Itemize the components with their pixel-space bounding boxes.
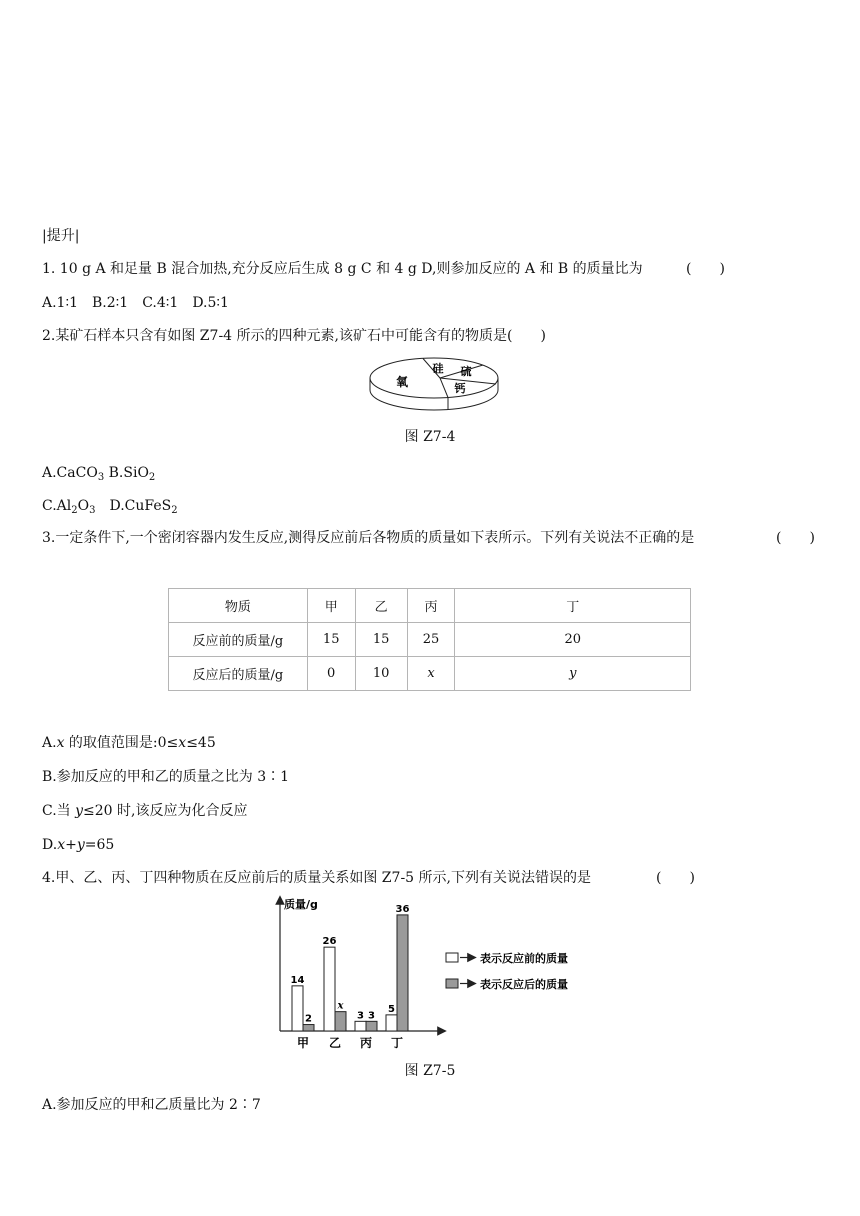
table-cell: 20: [455, 623, 691, 657]
table-header-cell: 丙: [407, 589, 455, 623]
bar-before: [386, 1015, 397, 1031]
table-cell: 10: [355, 657, 407, 691]
question-1-answer-paren: ( ): [686, 261, 725, 277]
legend-swatch: [446, 953, 458, 962]
table-cell: 25: [407, 623, 455, 657]
category-tick-label: 甲: [296, 1036, 310, 1050]
question-3-option-a: A.x 的取值范围是:0≤x≤45: [42, 735, 216, 751]
table-header-cell: 物质: [169, 589, 308, 623]
question-3-answer-paren: ( ): [776, 530, 815, 546]
pie-label-silicon: 硅: [432, 362, 444, 375]
mass-bar-chart: [270, 890, 600, 1060]
table-row: [169, 623, 691, 657]
bar-after: [303, 1025, 314, 1031]
bar-value-label: 36: [395, 903, 410, 915]
pie-label-oxygen: 氧: [395, 375, 409, 389]
category-tick-label: 丙: [359, 1036, 373, 1050]
question-1-text: 1. 10 g A 和足量 B 混合加热,充分反应后生成 8 g C 和 4 g D,则参加反应的 A 和 B 的质量比为: [42, 261, 643, 277]
question-1-options: A.1∶1 B.2∶1 C.4∶1 D.5∶1: [42, 295, 229, 311]
bar-value-label: 5: [388, 1003, 395, 1015]
y-axis-label: 质量/g: [284, 898, 318, 911]
bar-after: [335, 1012, 346, 1031]
table-cell: 15: [355, 623, 407, 657]
table-cell: 15: [307, 623, 355, 657]
bar-value-label: 2: [305, 1013, 312, 1025]
pie-label-sulfur: 硫: [460, 365, 472, 378]
question-4-option-a: A.参加反应的甲和乙质量比为 2∶7: [42, 1097, 261, 1113]
question-2-options-ab: A.CaCO$_3$ B.SiO$_2$: [42, 465, 156, 483]
pie-label-calcium: 钙: [454, 382, 466, 395]
table-header-cell: 乙: [355, 589, 407, 623]
bar-value-label: 3: [357, 1010, 364, 1022]
bar-value-label: 3: [368, 1010, 375, 1022]
question-2-text: 2.某矿石样本只含有如图 Z7-4 所示的四种元素,该矿石中可能含有的物质是( ): [42, 328, 546, 344]
bar-after: [397, 915, 408, 1031]
category-tick-label: 丁: [390, 1036, 404, 1050]
legend-swatch: [446, 979, 458, 988]
bar-before: [355, 1021, 366, 1031]
question-3-option-d: D.x+y=65: [42, 837, 115, 853]
table-cell: 0: [307, 657, 355, 691]
table-cell: y: [455, 657, 691, 691]
legend-label: 表示反应后的质量: [480, 978, 568, 991]
table-row: [169, 657, 691, 691]
bar-value-label: x: [337, 1000, 344, 1012]
element-pie-chart: [366, 356, 502, 412]
table-cell: x: [407, 657, 455, 691]
legend-label: 表示反应前的质量: [480, 952, 568, 965]
bar-before: [292, 986, 303, 1031]
table-cell: 反应后的质量/g: [169, 657, 308, 691]
table-header-cell: 丁: [455, 589, 691, 623]
bar-value-label: 14: [290, 974, 305, 986]
table-header-row: [169, 589, 691, 623]
question-3-option-c: C.当 y≤20 时,该反应为化合反应: [42, 803, 248, 819]
bar-after: [366, 1021, 377, 1031]
question-3-option-b: B.参加反应的甲和乙的质量之比为 3∶1: [42, 769, 290, 785]
question-3-text: 3.一定条件下,一个密闭容器内发生反应,测得反应前后各物质的质量如下表所示。下列有关说法不正确的是: [42, 530, 695, 546]
question-4-text: 4.甲、乙、丙、丁四种物质在反应前后的质量关系如图 Z7-5 所示,下列有关说法错误的是: [42, 870, 591, 886]
table-cell: 反应前的质量/g: [169, 623, 308, 657]
question-4-answer-paren: ( ): [656, 870, 695, 886]
figure-caption-z7-5: 图 Z7-5: [404, 1063, 456, 1079]
section-header: |提升|: [42, 228, 80, 244]
question-2-options-cd: $C.Al_2O_3$ D.CuFeS$_2$: [42, 498, 178, 516]
bar-value-label: 26: [322, 936, 337, 948]
table-header-cell: 甲: [307, 589, 355, 623]
bar-before: [324, 947, 335, 1031]
mass-table: [168, 588, 691, 691]
category-tick-label: 乙: [328, 1036, 342, 1050]
figure-caption-z7-4: 图 Z7-4: [404, 429, 456, 445]
